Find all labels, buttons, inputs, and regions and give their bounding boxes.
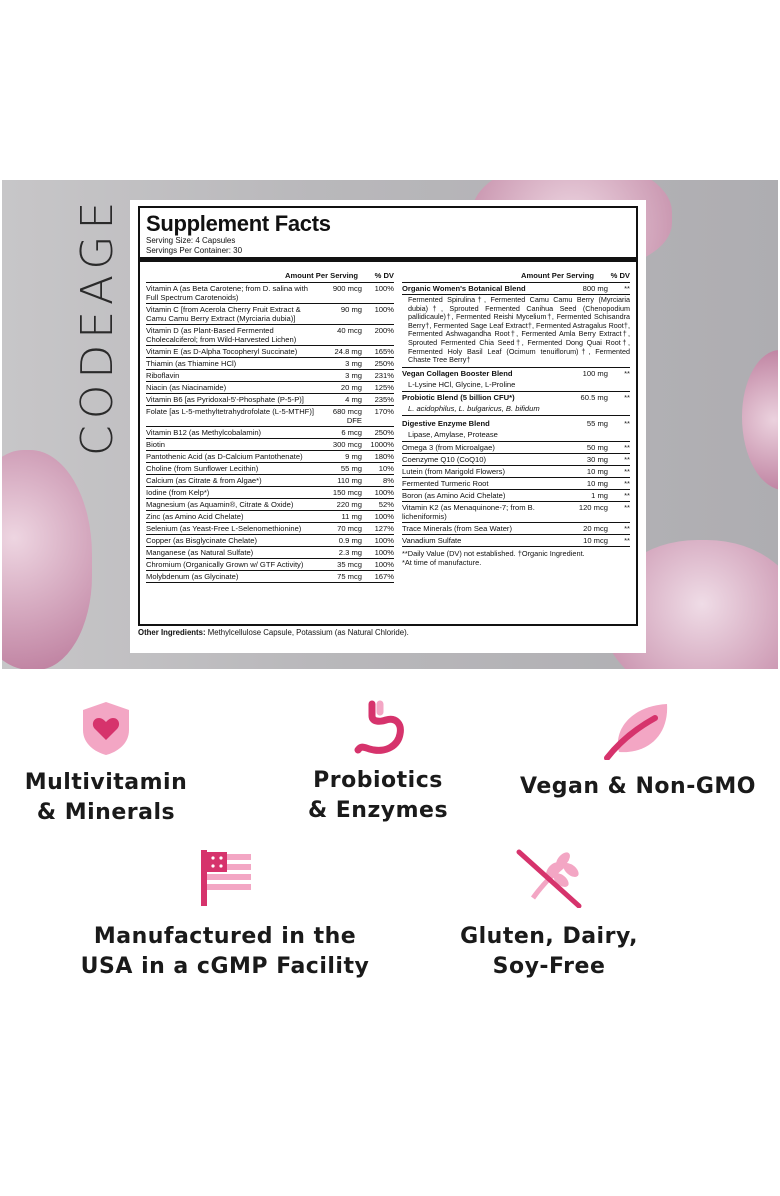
flower-decoration (742, 350, 778, 490)
stomach-icon (350, 700, 406, 756)
nutrient-row: Vanadium Sulfate 10 mcg ** (402, 535, 630, 545)
supplement-facts-panel (130, 200, 646, 653)
nutrient-row: Vitamin E (as D-Alpha Tocopheryl Succinate) 24.8 mg 165% (146, 347, 394, 356)
botanical-blend-ingredients: Fermented Spirulina†, Fermented Camu Camu Berry (Myrciaria dubia)†, Sprouted Fermented Canihua Seed (Chenopodium pallidicaule)†, Fermented Reishi Mycelium†, Fermented Schisandra Berry†, Fermented Sage Leaf Extract†, Fermented Astragalus Root†, Fermented Ashwagandha Root†, Fermented Amla Berry Extract†, Sprouted Fermented Chia Seed†, Fermented Dong Quai Root†, Fermented Holy Basil Leaf (Ocimum tenuiflorum)†, Fermented Chaste Tree Berry† (402, 295, 630, 368)
footnote: **Daily Value (DV) not established. †Organic Ingredient. (402, 548, 585, 558)
nutrient-row: Riboflavin 3 mg 231% (146, 371, 394, 380)
nutrient-row: Magnesium (as Aquamin®, Citrate & Oxide) 220 mg 52% (146, 500, 394, 509)
usa-flag-icon (195, 848, 255, 908)
nutrient-row: Copper (as Bisglycinate Chelate) 0.9 mg 100% (146, 536, 394, 545)
probiotic-blend-row: Probiotic Blend (5 billion CFU*) 60.5 mg ** (402, 392, 630, 402)
nutrient-row: Coenzyme Q10 (CoQ10) 30 mg ** (402, 454, 630, 464)
collagen-blend-row: Vegan Collagen Booster Blend 100 mg ** (402, 368, 630, 378)
serving-size: Serving Size: 4 Capsules (146, 236, 236, 245)
nutrient-row: Manganese (as Natural Sulfate) 2.3 mg 100% (146, 548, 394, 557)
footnote: *At time of manufacture. (402, 557, 482, 567)
nutrient-row: Molybdenum (as Glycinate) 75 mcg 167% (146, 572, 394, 581)
leaf-icon (603, 700, 673, 760)
nutrient-row: Selenium (as Yeast-Free L-Selenomethionine) 70 mcg 127% (146, 524, 394, 533)
nutrient-row: Iodine (from Kelp*) 150 mcg 100% (146, 488, 394, 497)
botanical-blend-row: Organic Women's Botanical Blend 800 mg ** (402, 284, 630, 293)
nutrient-row: Lutein (from Marigold Flowers) 10 mg ** (402, 466, 630, 476)
facts-title: Supplement Facts (146, 211, 331, 236)
divider (140, 257, 636, 262)
nutrient-row: Vitamin B6 [as Pyridoxal-5'-Phosphate (P-5-P)] 4 mg 235% (146, 395, 394, 404)
nutrient-row: Choline (from Sunflower Lecithin) 55 mg 10% (146, 464, 394, 473)
nutrient-row: Vitamin D (as Plant-Based Fermented Cholecalciferol; from Wild-Harvested Lichen) 40 mcg 200% (146, 326, 394, 344)
nutrient-row: Vitamin A (as Beta Carotene; from D. salina with Full Spectrum Carotenoids) 900 mcg 100% (146, 284, 394, 302)
nutrient-row: Folate [as L-5-methyltetrahydrofolate (L-5-MTHF)] 680 mcg DFE 170% (146, 407, 394, 425)
nutrient-row: Fermented Turmeric Root 10 mg ** (402, 478, 630, 488)
nutrient-row: Vitamin B12 (as Methylcobalamin) 6 mcg 250% (146, 428, 394, 437)
servings-per-container: Servings Per Container: 30 (146, 245, 243, 255)
nutrient-row: Omega 3 (from Microalgae) 50 mg ** (402, 442, 630, 452)
nutrient-row: Pantothenic Acid (as D-Calcium Pantothenate) 9 mg 180% (146, 452, 394, 461)
nutrient-row: Trace Minerals (from Sea Water) 20 mcg ** (402, 523, 630, 533)
nutrient-row: Vitamin C [from Acerola Cherry Fruit Extract & Camu Camu Berry Extract (Myrciaria dubia)] 90 mg 100% (146, 305, 394, 323)
badge-made-in-usa: Manufactured in the USA in a cGMP Facility (70, 848, 380, 982)
heart-shield-icon (79, 700, 133, 756)
enzyme-blend-row: Digestive Enzyme Blend 55 mg ** (402, 418, 630, 428)
flower-decoration (2, 450, 92, 669)
nutrient-row: Vitamin K2 (as Menaquinone-7; from B. licheniformis) 120 mcg ** (402, 502, 630, 521)
nutrient-row: Calcium (as Citrate & from Algae*) 110 mg 8% (146, 476, 394, 485)
column-header: Amount Per Serving % DV (402, 270, 630, 283)
facts-left-column (146, 270, 394, 583)
badge-allergen-free: Gluten, Dairy, Soy-Free (432, 848, 666, 982)
badge-probiotics: Probiotics & Enzymes (286, 700, 470, 826)
nutrient-row: Biotin 300 mcg 1000% (146, 440, 394, 449)
brand-logo: CODEAGE (72, 195, 123, 456)
column-header: Amount Per Serving % DV (146, 270, 394, 283)
nutrient-row: Boron (as Amino Acid Chelate) 1 mg ** (402, 490, 630, 500)
collagen-blend-ingredients: L-Lysine HCl, Glycine, L-Proline (402, 379, 630, 392)
badge-multivitamin: Multivitamin & Minerals (14, 700, 198, 828)
enzyme-blend-ingredients: Lipase, Amylase, Protease (402, 429, 630, 442)
no-gluten-icon (513, 848, 585, 908)
nutrient-row: Chromium (Organically Grown w/ GTF Activity) 35 mcg 100% (146, 560, 394, 569)
probiotic-blend-ingredients: L. acidophilus, L. bulgaricus, B. bifidum (402, 403, 630, 416)
other-ingredients: Other Ingredients: Methylcellulose Capsule, Potassium (as Natural Chloride). (138, 628, 409, 637)
nutrient-row: Zinc (as Amino Acid Chelate) 11 mg 100% (146, 512, 394, 521)
nutrient-row: Thiamin (as Thiamine HCl) 3 mg 250% (146, 359, 394, 368)
badge-vegan: Vegan & Non-GMO (508, 700, 768, 802)
nutrient-row: Niacin (as Niacinamide) 20 mg 125% (146, 383, 394, 392)
facts-right-column (402, 270, 630, 567)
